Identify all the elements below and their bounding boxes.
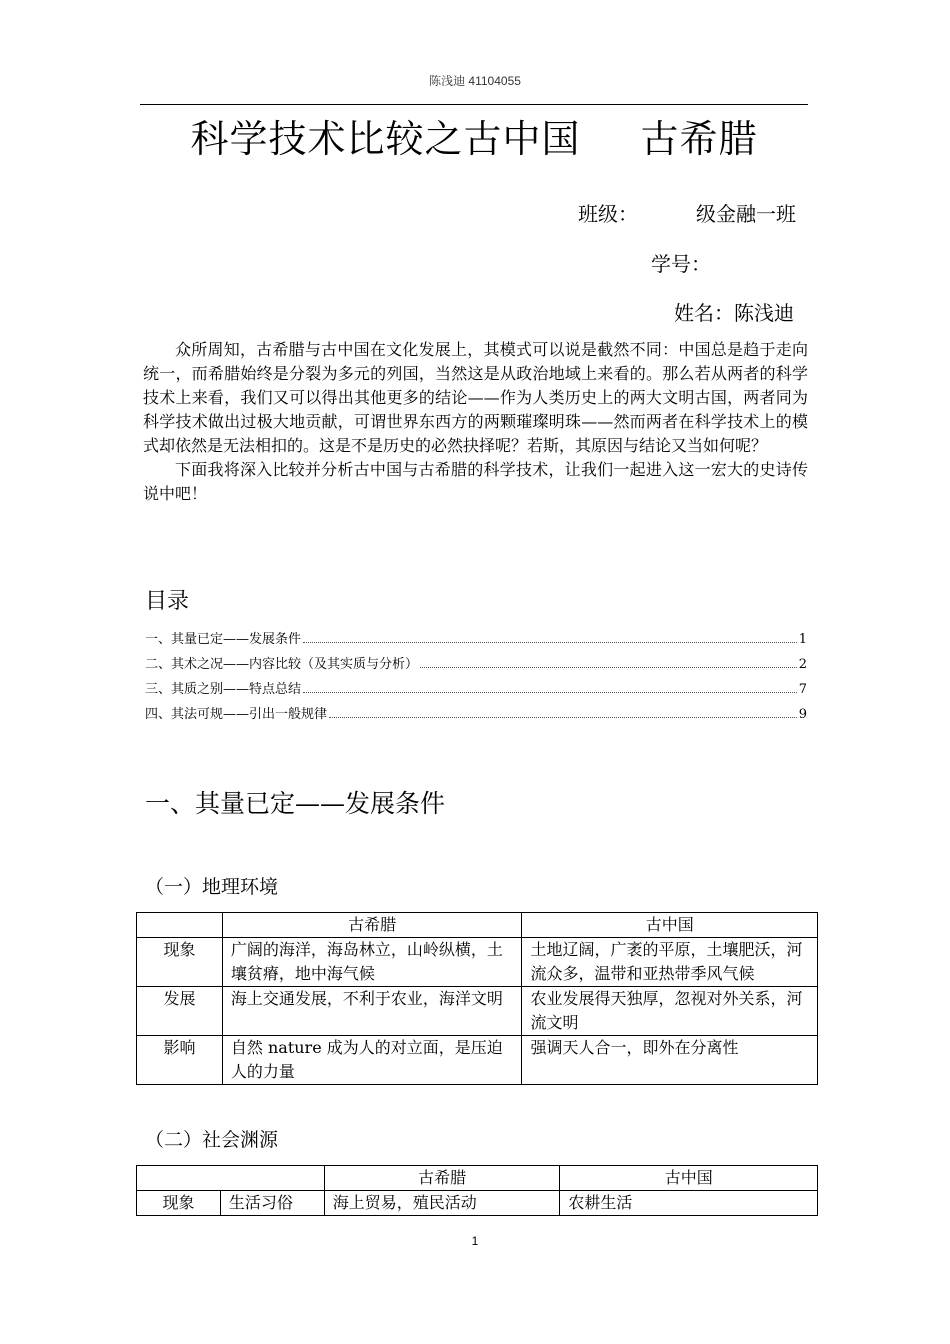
intro-section [143,338,808,506]
class-value: 级金融一班 [696,202,796,226]
header-divider [140,104,808,105]
table-cell: 广阔的海洋，海岛林立，山岭纵横，土壤贫瘠，地中海气候 [222,938,522,987]
table-header-cell [137,1166,325,1191]
toc-item[interactable] [145,703,807,728]
table-cell: 海上交通发展，不利于农业，海洋文明 [222,987,522,1036]
table-row [137,987,818,1036]
row-header: 发展 [137,987,223,1036]
class-label: 班级： [578,202,638,226]
table-header-cell: 古中国 [560,1166,818,1191]
toc-item-label: 一、其量已定——发展条件 [145,632,302,647]
toc-item-page: 7 [798,682,807,697]
section-heading: 一、其量已定——发展条件 [145,789,446,818]
table-of-contents [145,628,807,728]
table-row [137,938,818,987]
row-header: 影响 [137,1036,223,1085]
table-header-row [137,913,818,938]
table-header-cell: 古希腊 [324,1166,560,1191]
intro-paragraph-2: 下面我将深入比较并分析古中国与古希腊的科学技术，让我们一起进入这一宏大的史诗传说中吧！ [143,460,808,503]
toc-item-page: 9 [798,707,807,722]
table-header-cell [137,913,223,938]
row-header: 现象 [137,1191,221,1216]
society-table [136,1165,818,1216]
toc-item-label: 二、其术之况——内容比较（及其实质与分析） [145,657,419,672]
row-subheader: 生活习俗 [220,1191,324,1216]
table-cell: 海上贸易，殖民活动 [324,1191,560,1216]
title-part-1: 科学技术比较之古中国 [190,117,581,161]
toc-item-page: 1 [798,632,807,647]
table-cell: 农耕生活 [560,1191,818,1216]
table-header-row [137,1166,818,1191]
page-number: 1 [471,1234,479,1248]
table-cell: 土地辽阔，广袤的平原，土壤肥沃，河流众多，温带和亚热带季风气候 [522,938,818,987]
toc-item-label: 三、其质之别——特点总结 [145,682,302,697]
toc-item[interactable] [145,678,807,703]
table-cell: 自然 nature 成为人的对立面，是压迫人的力量 [222,1036,522,1085]
table-cell: 强调天人合一，即外在分离性 [522,1036,818,1085]
table-header-cell: 古希腊 [222,913,522,938]
row-header: 现象 [137,938,223,987]
subsection-heading-society: （二）社会渊源 [145,1129,279,1151]
toc-heading: 目录 [145,589,190,614]
student-id-label: 学号： [651,252,711,276]
toc-item[interactable] [145,653,807,678]
document-title [140,108,808,163]
student-name: 姓名：陈浅迪 [674,301,794,325]
geography-table [136,912,818,1085]
toc-item-label: 四、其法可规——引出一般规律 [145,707,328,722]
title-part-2: 古希腊 [640,117,758,161]
toc-item[interactable] [145,628,807,653]
toc-item-page: 2 [798,657,807,672]
page-header: 陈浅迪 41104055 [429,74,521,88]
table-row [137,1191,818,1216]
intro-paragraph-1: 众所周知，古希腊与古中国在文化发展上，其模式可以说是截然不同：中国总是趋于走向统一，而希腊始终是分裂为多元的列国，当然这是从政治地域上来看的。那么若从两者的科学技术上来看，我们又可以得出其他更多的结论——作为人类历史上的两大文明古国，两者同为科学技术做出过极大地贡献，可谓世界东西方的两颗璀璨明珠——然而两者在科学技术上的模式却依然是无法相扣的。这是不是历史的必然抉择呢？若斯，其原因与结论又当如何呢？ [143,340,808,455]
subsection-heading-geography: （一）地理环境 [145,876,279,898]
table-row [137,1036,818,1085]
table-cell: 农业发展得天独厚，忽视对外关系，河流文明 [522,987,818,1036]
table-header-cell: 古中国 [522,913,818,938]
